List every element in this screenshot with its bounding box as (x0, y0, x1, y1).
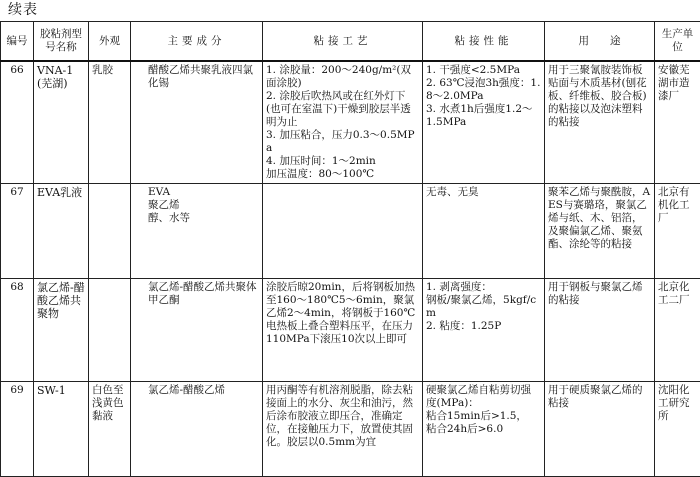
cell-properties (423, 382, 545, 477)
cell-model: SW-1 (34, 382, 89, 477)
table-header-row (1, 22, 700, 62)
cell-model: VNA-1(芜湖) (34, 61, 89, 184)
use-line: 用于钢板与聚氯乙烯的粘接 (548, 281, 651, 307)
process-line: 2. 涂胶后吹热风或在红外灯下(也可在室温下)干燥到胶层半透明为止 (266, 90, 419, 129)
cell-no: 67 (1, 184, 34, 279)
ingredient-line: 甲乙酮 (134, 294, 259, 307)
process-line: 4. 加压时间：1～2min (266, 155, 419, 168)
cell-maker: 北京有机化工厂 (655, 184, 700, 279)
property-line: 硬聚氯乙烯自粘剪切强度(MPa)： (426, 384, 541, 410)
cell-appearance (89, 279, 131, 382)
cell-properties (423, 61, 545, 184)
adhesive-table (0, 21, 700, 477)
cell-use (545, 184, 655, 279)
ingredient-line: 氯乙烯-醋酸乙烯 (134, 384, 259, 397)
cell-appearance (89, 184, 131, 279)
header-ingredients: 主要成分 (131, 22, 263, 62)
cell-no: 66 (1, 61, 34, 184)
ingredient-line: 醇、水等 (134, 212, 259, 225)
process-line: 涂胶后晾20min，后将钢板加热至160～180℃5～6min，聚氯乙烯2～4min，将钢板于160℃电热板上叠合塑料压平，在压力110MPa下滚压10次以上即可 (266, 281, 419, 346)
header-maker: 生产单位 (655, 22, 700, 62)
cell-appearance: 乳胶 (89, 61, 131, 184)
cell-process (263, 61, 423, 184)
property-line: 2. 63℃浸泡3h强度：1.8～2.0MPa (426, 77, 541, 103)
cell-model: EVA乳液 (34, 184, 89, 279)
cell-ingredients (131, 279, 263, 382)
cell-ingredients (131, 184, 263, 279)
cell-no: 68 (1, 279, 34, 382)
cell-ingredients (131, 61, 263, 184)
header-model: 胶粘剂型号名称 (34, 22, 89, 62)
process-line: 用丙酮等有机溶剂脱脂，除去粘接面上的水分、灰尘和油污，然后涂布胶液立即压合，准确定位，在接触压力下，放置使其固化。胶层以0.5mm为宜 (266, 384, 419, 449)
header-no: 编号 (1, 22, 34, 62)
ingredient-line: EVA (134, 186, 259, 199)
cell-no: 69 (1, 382, 34, 477)
cell-ingredients (131, 382, 263, 477)
header-process: 粘接工艺 (263, 22, 423, 62)
ingredient-line: 氯乙烯-醋酸乙烯共聚体 (134, 281, 259, 294)
process-line: 3. 加压粘合，压力0.3～0.5MPa (266, 129, 419, 155)
property-line: 3. 水煮1h后强度1.2～1.5MPa (426, 103, 541, 129)
property-line: 2. 粘度：1.25P (426, 320, 541, 333)
use-line: 用于硬质聚氯乙烯的粘接 (548, 384, 651, 410)
cell-maker: 安徽芜湖市造漆厂 (655, 61, 700, 184)
process-line: 1. 涂胶量：200～240g/m²(双面涂胶) (266, 64, 419, 90)
process-line: 加压温度：80～100℃ (266, 168, 419, 181)
cell-use (545, 61, 655, 184)
table-row (1, 382, 700, 477)
property-line: 粘合24h后>6.0 (426, 423, 541, 436)
header-properties: 粘接性能 (423, 22, 545, 62)
cell-model: 氯乙烯-醋酸乙烯共聚物 (34, 279, 89, 382)
cell-use (545, 382, 655, 477)
header-use: 用 途 (545, 22, 655, 62)
property-line: 粘合15min后>1.5， (426, 410, 541, 423)
cell-maker: 北京化工二厂 (655, 279, 700, 382)
table-caption: 续表 (8, 1, 38, 19)
property-line: 1. 干强度<2.5MPa (426, 64, 541, 77)
table-row (1, 279, 700, 382)
property-line: 1. 剥离强度： (426, 281, 541, 294)
use-line: 用于三聚氰胺装饰板贴面与木质基材(刨花板、纤维板、胶合板)的粘接以及泡沫塑料的粘接 (548, 64, 651, 129)
property-line: 钢板/聚氯乙烯，5kgf/cm (426, 294, 541, 320)
cell-properties (423, 184, 545, 279)
cell-process (263, 279, 423, 382)
use-line: 聚苯乙烯与聚酰胺，AES与赛璐珞，聚氯乙烯与纸、木、铝箔，及聚偏氯乙烯、聚氨酯、涂纶等的粘接 (548, 186, 651, 251)
cell-process (263, 184, 423, 279)
property-line: 无毒、无臭 (426, 186, 541, 199)
ingredient-line: 醋酸乙烯共聚乳液四氯化锡 (134, 64, 259, 90)
table-row (1, 61, 700, 184)
cell-appearance: 白色至浅黄色黏液 (89, 382, 131, 477)
cell-properties (423, 279, 545, 382)
cell-maker: 沈阳化工研究所 (655, 382, 700, 477)
ingredient-line: 聚乙烯 (134, 199, 259, 212)
cell-process (263, 382, 423, 477)
header-appearance: 外观 (89, 22, 131, 62)
cell-use (545, 279, 655, 382)
table-row (1, 184, 700, 279)
